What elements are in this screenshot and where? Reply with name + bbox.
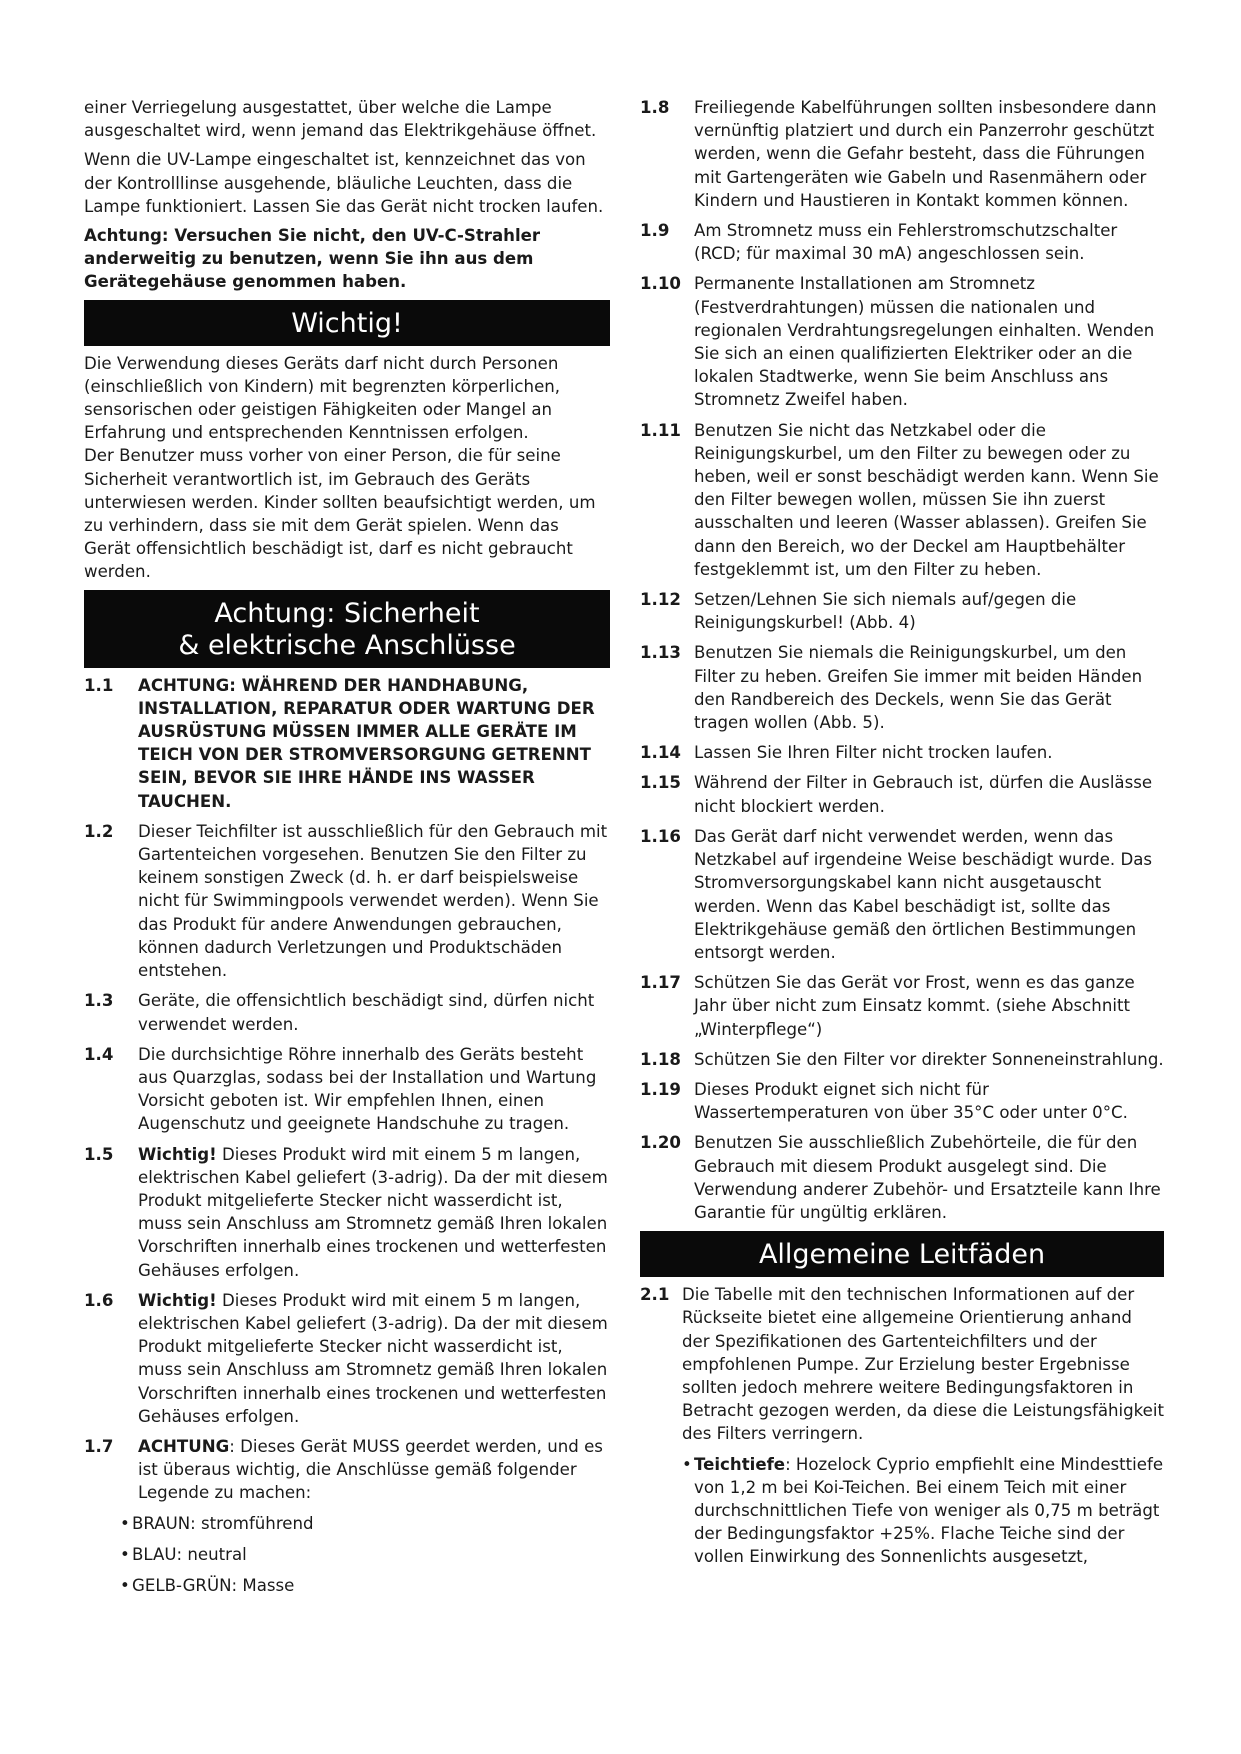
list-item-1-18 [640,1048,1164,1071]
condition-factor-list [640,1453,1164,1569]
list-item-1-10 [640,272,1164,411]
list-item-1-2 [84,820,610,982]
banner-general-title: Allgemeine Leitfäden [758,1239,1046,1271]
item-text: Am Stromnetz muss ein Fehlerstromschutzschalter (RCD; für maximal 30 mA) angeschlossen sein. [694,221,1118,264]
banner-wichtig-title: Wichtig! [291,307,403,339]
item-number: 1.1 [84,675,114,695]
banner-wichtig [84,300,610,346]
item-number: 1.18 [640,1049,681,1069]
item-text: Dieses Produkt wird mit einem 5 m langen, elektrischen Kabel geliefert (3-adrig). Da der mit diesem Produkt mitgelieferte Stecker nicht wasserdicht ist, muss sein Anschluss am Stromnetz gemäß Ihren lokalen Vorschriften innerhalb eines trockenen und wetterfesten Gehäuses erfolgen. [138,1144,608,1280]
list-item-1-12 [640,588,1164,634]
item-text: Freiliegende Kabelführungen sollten insbesondere dann vernünftig platziert und durch ein Panzerrohr geschützt werden, wenn die Gefahr besteht, dass die Führungen mit Gartengeräten wie Gabeln und Rasenmähern oder Kindern und Haustieren in Kontakt kommen können. [694,98,1157,210]
item-text: Die Tabelle mit den technischen Informationen auf der Rückseite bietet eine allgemeine Orientierung anhand der Spezifikationen des Gartenteichfilters und der empfohlenen Pumpe. Zur Erzielung bester Ergebnisse sollten jedoch mehrere weitere Bedingungsfaktoren in Betracht gezogen werden, da diese die Leistungsfähigkeit des Filters verringern. [682,1285,1165,1444]
item-number: 1.10 [640,274,681,294]
list-item: • GELB-GRÜN: Masse [120,1574,610,1597]
list-item-1-5 [84,1143,610,1282]
item-text: ACHTUNG: WÄHREND DER HANDHABUNG, INSTALLATION, REPARATUR ODER WARTUNG DER AUSRÜSTUNG MÜSSEN IMMER ALLE GERÄTE IM TEICH VON DER STROMVERSORGUNG GETRENNT SEIN, BEVOR SIE IHRE HÄNDE INS WASSER TAUCHEN. [138,675,595,811]
list-item-1-16 [640,825,1164,964]
paragraph-uv-warning: Achtung: Versuchen Sie nicht, den UV-C-Strahler anderweitig zu benutzen, wenn Sie ihn aus dem Gerätegehäuse genommen haben. [84,226,541,292]
item-number: 1.7 [84,1436,114,1456]
list-item-1-19 [640,1078,1164,1124]
item-text: Lassen Sie Ihren Filter nicht trocken laufen. [694,743,1053,763]
list-item-1-17 [640,971,1164,1041]
item-text: Benutzen Sie nicht das Netzkabel oder die Reinigungskurbel, um den Filter zu bewegen oder zu heben, weil er sonst beschädigt werden kann. Wenn Sie den Filter bewegen wollen, müssen Sie ihn zuerst ausschalten und leeren (Wasser ablassen). Greifen Sie dann den Bereich, wo der Deckel am Hauptbehälter festgeklemmt ist, um den Filter zu heben. [694,420,1159,579]
item-text: Permanente Installationen am Stromnetz (Festverdrahtungen) müssen die nationalen und regionalen Verdrahtungsregelungen einhalten. Wenden Sie sich an einen qualifizierten Elektriker oder an die lokalen Stadtwerke, wenn Sie beim Anschluss ans Stromnetz Zweifel haben. [694,274,1155,410]
item-lead: Wichtig! [138,1144,217,1164]
item-number: 1.15 [640,773,681,793]
item-text: Benutzen Sie niemals die Reinigungskurbel, um den Filter zu heben. Greifen Sie immer mit beiden Händen den Randbereich des Deckels, wenn Sie das Gerät tragen wollen (Abb. 5). [694,643,1143,733]
list-item-1-6 [84,1289,610,1428]
item-number: 1.11 [640,420,681,440]
item-text: Die durchsichtige Röhre innerhalb des Geräts besteht aus Quarzglas, sodass bei der Installation und Wartung Vorsicht geboten ist. Wir empfehlen Ihnen, einen Augenschutz und geeignete Handschuhe zu tragen. [138,1044,597,1134]
list-item-2-1 [640,1283,1164,1445]
item-text: Setzen/Lehnen Sie sich niemals auf/gegen die Reinigungskurbel! (Abb. 4) [694,590,1077,633]
item-text: Benutzen Sie ausschließlich Zubehörteile, die für den Gebrauch mit diesem Produkt ausgelegt sind. Die Verwendung anderer Zubehör- und Ersatzteile kann Ihre Garantie für ungültig erklären. [694,1133,1161,1222]
list-item-1-7 [84,1435,610,1505]
banner-safety-line2: & elektrische Anschlüsse [178,629,516,661]
list-item-1-1 [84,674,610,813]
item-number: 1.19 [640,1079,681,1099]
item-number: 1.2 [84,821,114,841]
item-number: 1.20 [640,1133,681,1153]
item-text: Geräte, die offensichtlich beschädigt sind, dürfen nicht verwendet werden. [138,991,595,1034]
list-item-1-9 [640,219,1164,265]
list-item-1-20 [640,1131,1164,1224]
item-number: 1.13 [640,643,681,663]
item-text: : Hozelock Cyprio empfiehlt eine Mindesttiefe von 1,2 m bei Koi-Teichen. Bei einem Teich mit einer durchschnittlichen Tiefe von weniger als 0,75 m beträgt der Bedingungsfaktor +25%. Flache Teiche sind der vollen Einwirkung des Sonnenlichts ausgesetzt, [694,1454,1164,1567]
left-column [84,96,610,1605]
item-text: Das Gerät darf nicht verwendet werden, wenn das Netzkabel auf irgendeine Weise beschädigt wurde. Das Stromversorgungskabel kann nicht ausgetauscht werden. Wenn das Kabel beschädigt ist, sollte das Elektrikgehäuse gemäß den örtlichen Bestimmungen entsorgt werden. [694,826,1153,962]
list-item [682,1453,1164,1569]
list-item-1-15 [640,771,1164,817]
item-number: 1.16 [640,826,681,846]
banner-general [640,1231,1164,1277]
list-item-1-11 [640,419,1164,581]
item-number: 1.4 [84,1044,114,1064]
item-number: 1.6 [84,1290,114,1310]
item-number: 1.3 [84,991,114,1011]
item-text: Dieses Produkt wird mit einem 5 m langen, elektrischen Kabel geliefert (3-adrig). Da der mit diesem Produkt mitgelieferte Stecker nicht wasserdicht ist, muss sein Anschluss am Stromnetz gemäß Ihren lokalen Vorschriften innerhalb eines trockenen und wetterfesten Gehäuses erfolgen. [138,1290,608,1426]
item-text: Dieses Produkt eignet sich nicht für Wassertemperaturen von über 35°C oder unter 0°C. [694,1079,1128,1123]
list-item: • BRAUN: stromführend [120,1512,610,1535]
right-column [640,96,1164,1569]
item-number: 1.17 [640,973,681,993]
list-item-1-3 [84,989,610,1035]
banner-safety [84,590,610,668]
item-text: Schützen Sie das Gerät vor Frost, wenn es das ganze Jahr über nicht zum Einsatz kommt. (siehe Abschnitt „Winterpflege“) [694,973,1135,1039]
item-number: 1.8 [640,98,670,117]
list-item-1-14 [640,741,1164,764]
item-text: Dieser Teichfilter ist ausschließlich für den Gebrauch mit Gartenteichen vorgesehen. Benutzen Sie den Filter zu keinem sonstigen Zweck (d. h. er darf beispielsweise nicht für Swimmingpools verwendet werden). Wenn Sie das Produkt für andere Anwendungen gebrauchen, können dadurch Verletzungen und Produktschäden entstehen. [138,821,608,981]
item-text: : Dieses Gerät MUSS geerdet werden, und es ist überaus wichtig, die Anschlüsse gemäß folgender Legende zu machen: [138,1436,603,1503]
item-number: 1.14 [640,743,681,763]
paragraph-uv-lamp: Wenn die UV-Lampe eingeschaltet ist, kennzeichnet das von der Kontrolllinse ausgehende, bläuliche Leuchten, dass die Lampe funktioniert. Lassen Sie das Gerät nicht trocken laufen. [84,150,604,216]
paragraph-persons: Die Verwendung dieses Geräts darf nicht durch Personen (einschließlich von Kindern) mit begrenzten körperlichen, sensorischen oder geistigen Fähigkeiten oder Mangel an Erfahrung und entsprechenden Kenntnissen erfolgen. [84,353,561,443]
banner-safety-line1: Achtung: Sicherheit [214,597,480,629]
paragraph-supervision: Der Benutzer muss vorher von einer Person, die für seine Sicherheit verantwortlich ist, im Gebrauch des Geräts unterwiesen werden. Kinder sollten beaufsichtigt werden, um zu verhindern, dass sie mit dem Gerät spielen. Wenn das Gerät offensichtlich beschädigt ist, darf es nicht gebraucht werden. [84,446,596,582]
paragraph-interlock: einer Verriegelung ausgestattet, über welche die Lampe ausgeschaltet wird, wenn jemand das Elektrikgehäuse öffnet. [84,98,597,141]
item-text: Während der Filter in Gebrauch ist, dürfen die Auslässe nicht blockiert werden. [694,773,1153,816]
list-item-1-8 [640,96,1164,212]
item-number: 1.5 [84,1144,114,1164]
list-item-1-4 [84,1043,610,1136]
wire-color-list [84,1512,610,1598]
item-text: Schützen Sie den Filter vor direkter Sonneneinstrahlung. [694,1049,1164,1069]
item-lead: Teichtiefe [694,1454,786,1474]
item-lead: ACHTUNG [138,1436,230,1456]
item-number: 1.12 [640,590,681,610]
item-number: 1.9 [640,221,670,241]
list-item: • BLAU: neutral [120,1543,610,1566]
item-lead: Wichtig! [138,1290,217,1310]
item-number: 2.1 [640,1285,670,1305]
list-item-1-13 [640,641,1164,734]
